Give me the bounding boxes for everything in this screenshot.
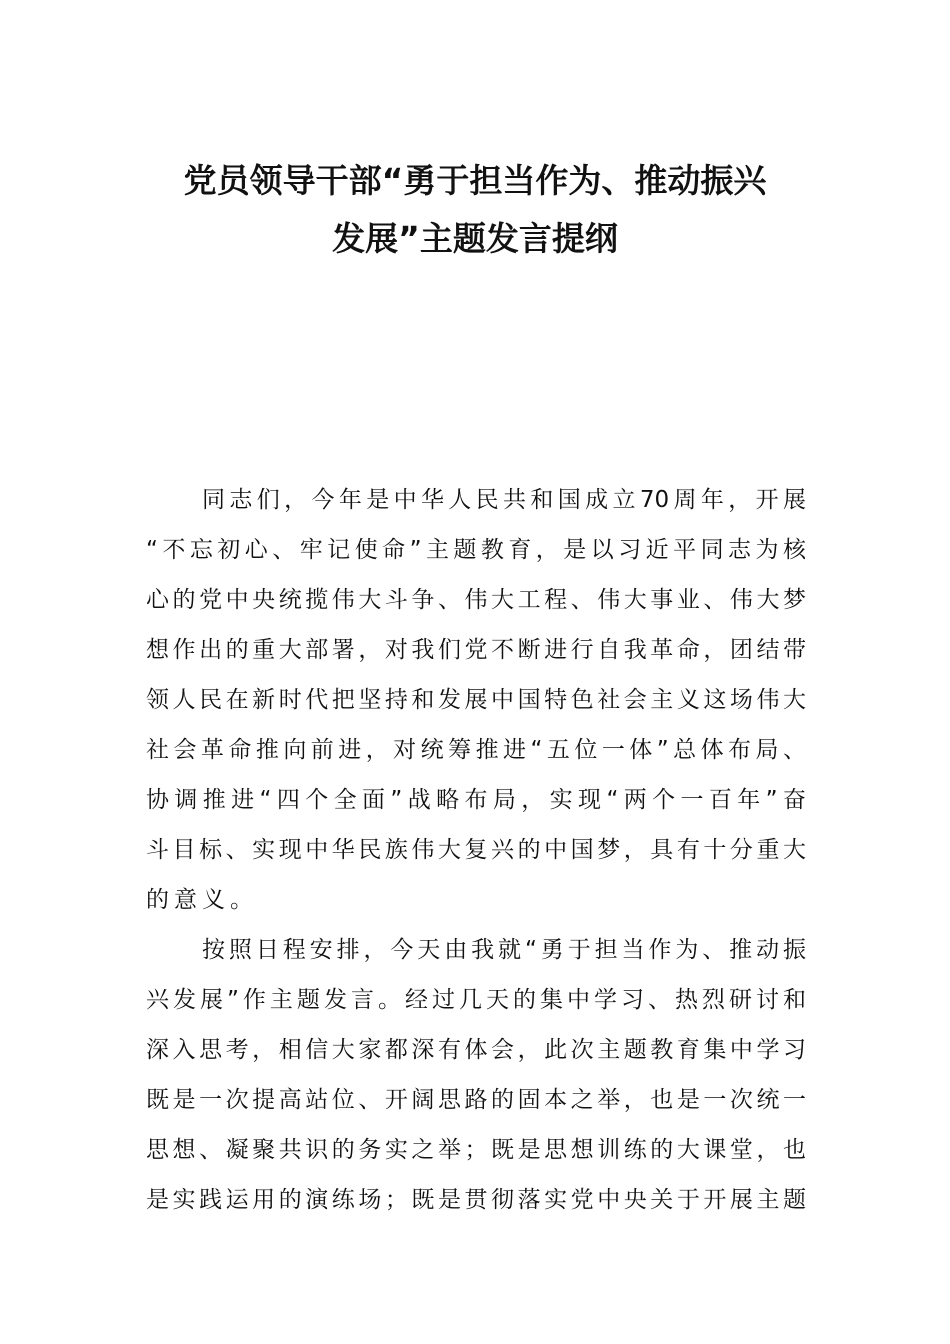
title-line-2: 发展”主题发言提纲: [332, 219, 618, 258]
paragraph-line: 的意义。: [146, 887, 258, 913]
paragraph-line: 协调推进“四个全面”战略布局，实现“两个一百年”奋: [146, 787, 806, 813]
document-body: [146, 475, 806, 1225]
paragraph-line: 既是一次提高站位、开阔思路的固本之举，也是一次统一: [146, 1087, 806, 1113]
paragraph-line: 按照日程安排，今天由我就“勇于担当作为、推动振: [202, 937, 806, 963]
paragraph-line: 思想、凝聚共识的务实之举；既是思想训练的大课堂，也: [146, 1137, 806, 1163]
paragraph-1: [146, 475, 806, 925]
paragraph-line: 斗目标、实现中华民族伟大复兴的中国梦，具有十分重大: [146, 837, 806, 863]
paragraph-line: 社会革命推向前进，对统筹推进“五位一体”总体布局、: [146, 737, 806, 763]
title-line-1: 党员领导干部“勇于担当作为、推动振兴: [183, 161, 767, 200]
paragraph-line: “不忘初心、牢记使命”主题教育，是以习近平同志为核: [146, 537, 806, 563]
paragraph-line: 领人民在新时代把坚持和发展中国特色社会主义这场伟大: [146, 687, 806, 713]
paragraph-line: 深入思考，相信大家都深有体会，此次主题教育集中学习: [146, 1037, 806, 1063]
paragraph-line: 是实践运用的演练场；既是贯彻落实党中央关于开展主题: [146, 1187, 806, 1213]
paragraph-line: 同志们，今年是中华人民共和国成立70周年，开展: [202, 487, 806, 513]
document-title: [110, 152, 840, 268]
paragraph-line: 想作出的重大部署，对我们党不断进行自我革命，团结带: [146, 637, 806, 663]
paragraph-2: [146, 925, 806, 1225]
paragraph-line: 兴发展”作主题发言。经过几天的集中学习、热烈研讨和: [146, 987, 806, 1013]
paragraph-line: 心的党中央统揽伟大斗争、伟大工程、伟大事业、伟大梦: [146, 587, 806, 613]
